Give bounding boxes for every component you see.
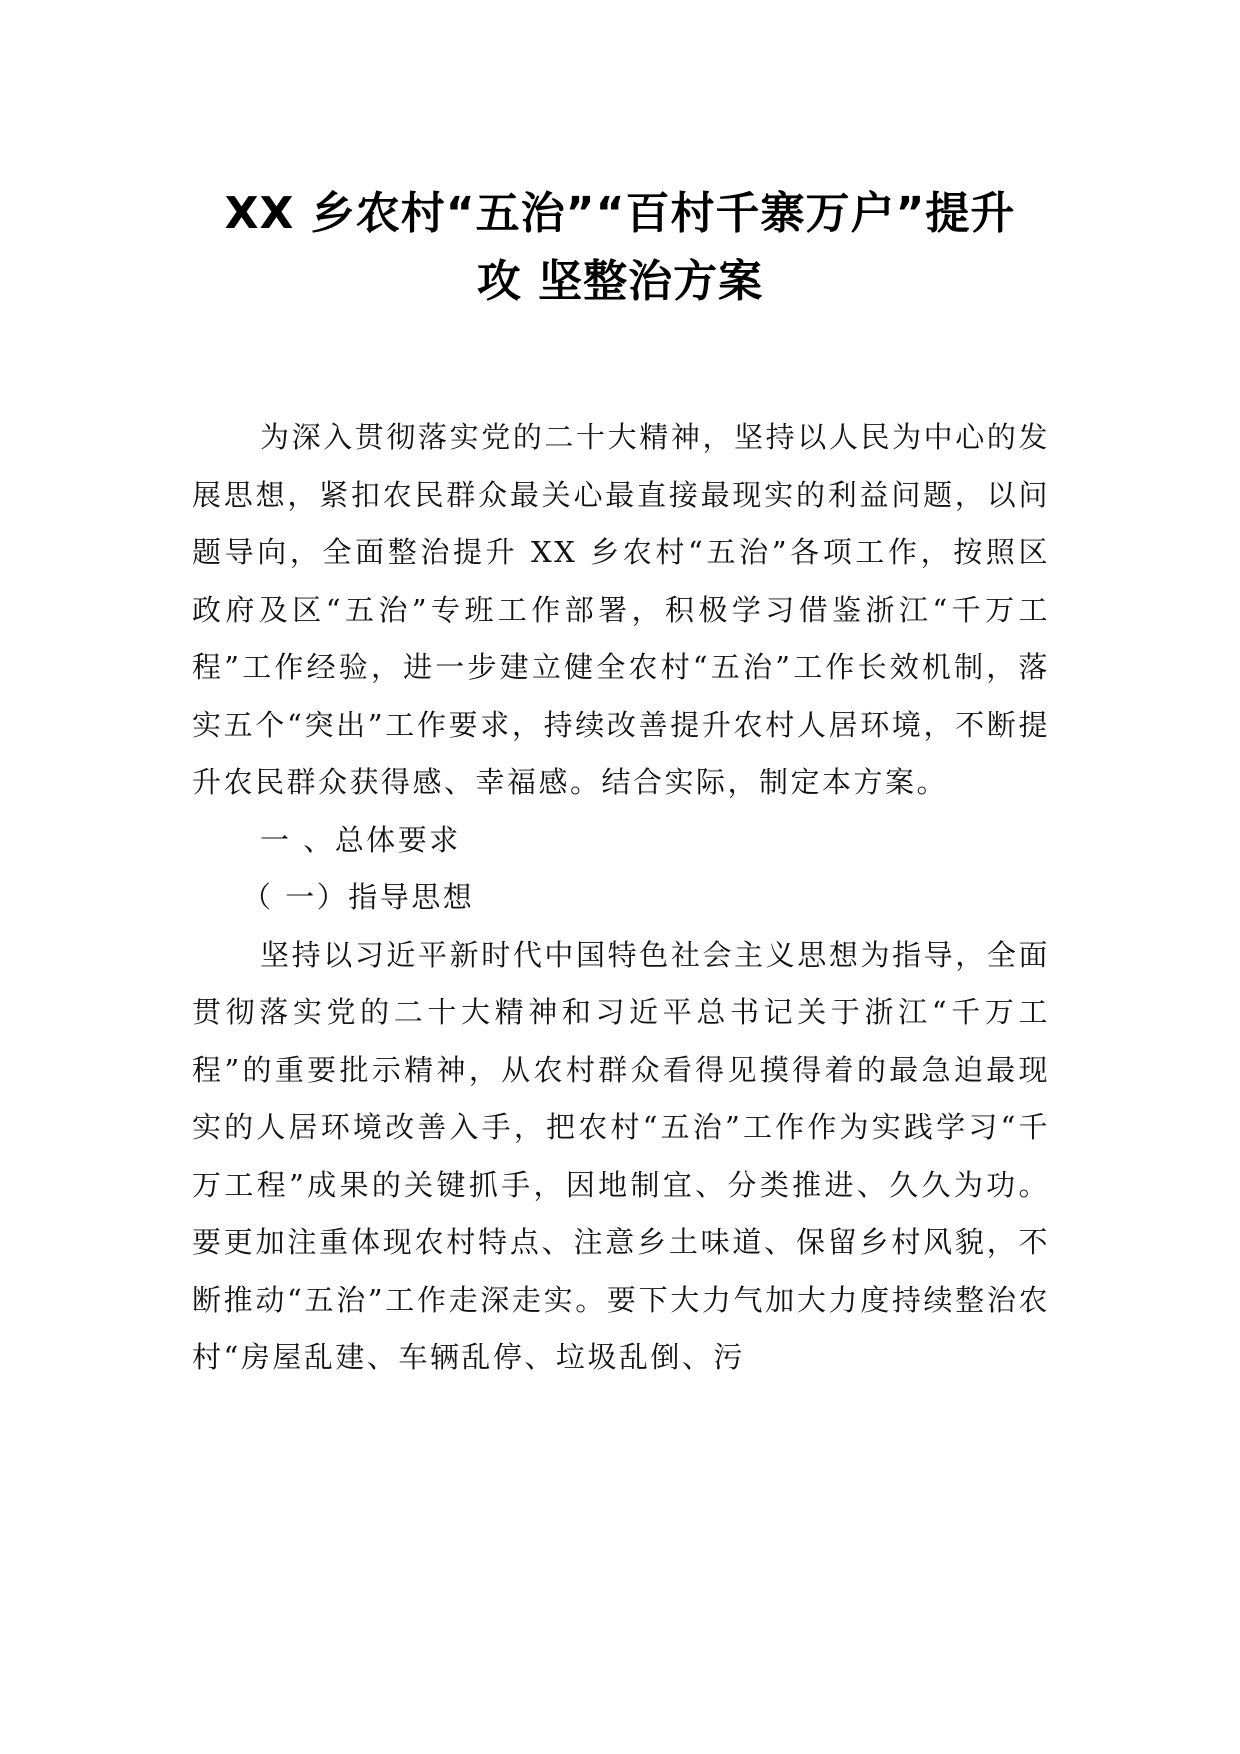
title-line-1: XX 乡农村“五治”“百村千寨万户”提升	[224, 188, 1016, 239]
title-line-2: 攻 坚整治方案	[476, 256, 764, 307]
subsection-heading-guiding-ideology: （ 一）指导思想	[242, 880, 475, 914]
guiding-ideology-paragraph: 坚持以习近平新时代中国特色社会主义思想为指导，全面贯彻落实党的二十大精神和习近平总书记关于浙江“千万工程”的重要批示精神，从农村群众看得见摸得着的最急迫最现实的人居环境改善入手，把农村“五治”工作作为实践学习“千万工程”成果的关键抓手，因地制宜、分类推进、久久为功。要更加注重体现农村特点、注意乡土味道、保留乡村风貌，不断推动“五治”工作走深走实。要下大力气加大力度持续整治农村“房屋乱建、车辆乱停、垃圾乱倒、污	[192, 937, 1050, 1374]
document-title	[150, 180, 1090, 316]
intro-paragraph: 为深入贯彻落实党的二十大精神，坚持以人民为中心的发展思想，紧扣农民群众最关心最直接最现实的利益问题，以问题导向，全面整治提升 XX 乡农村“五治”各项工作，按照区政府及区“五治”专班工作部署，积极学习借鉴浙江“千万工程”工作经验，进一步建立健全农村“五治”工作长效机制，落实五个“突出”工作要求，持续改善提升农村人居环境，不断提升农民群众获得感、幸福感。结合实际，制定本方案。	[192, 420, 1050, 799]
section-heading-overall-requirements: 一 、总体要求	[260, 822, 461, 857]
document-body	[192, 409, 1050, 1387]
